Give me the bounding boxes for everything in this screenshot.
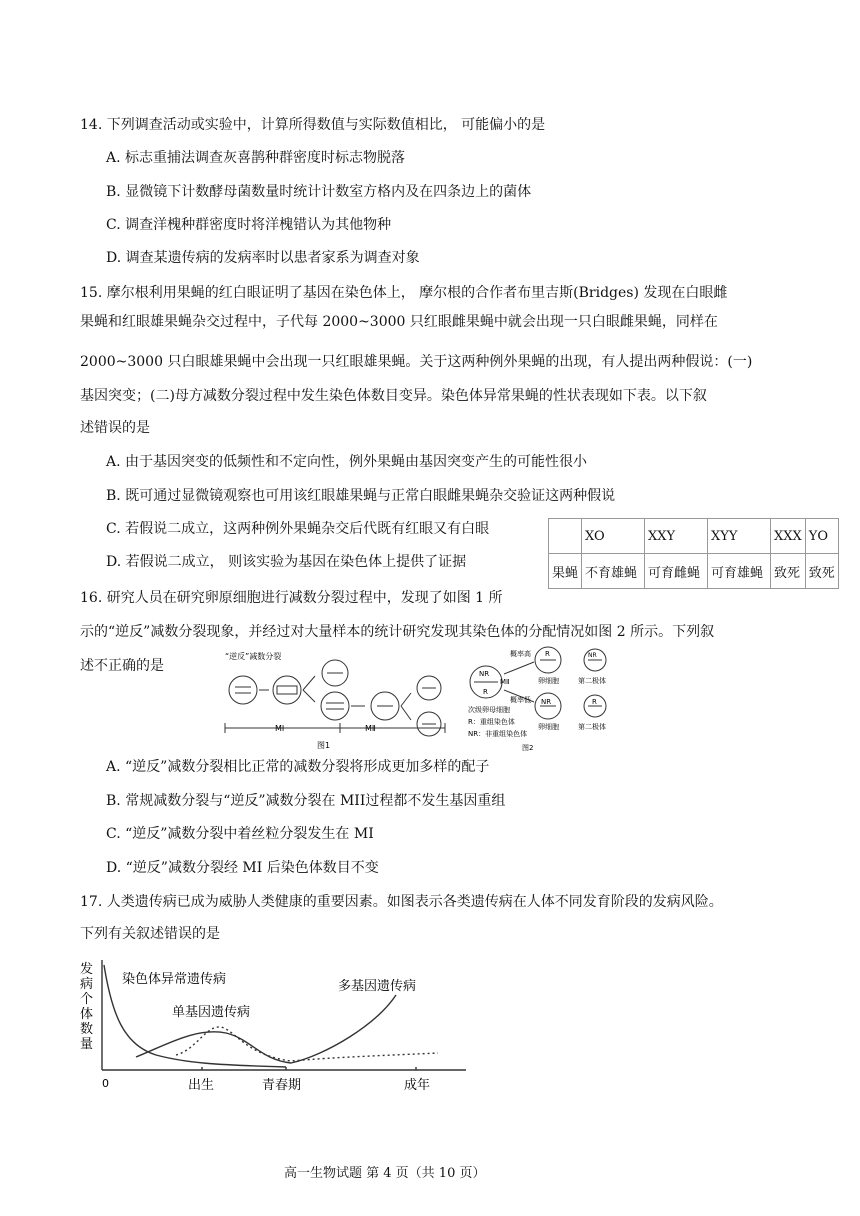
- page-footer: 高一生物试题 第 4 页（共 10 页）: [284, 1166, 486, 1181]
- q16-line1: 16. 研究人员在研究卵原细胞进行减数分裂过程中，发现了如图 1 所: [80, 590, 503, 606]
- table-cell: 可育雄蝇: [708, 554, 771, 589]
- x-tick-zero: 0: [102, 1077, 109, 1090]
- q16-option-d: D. “逆反”减数分裂经 MI 后染色体数目不变: [106, 860, 379, 876]
- fig2-polar-label-bottom: 第二极体: [578, 723, 606, 731]
- fig2-high-prob: 概率高: [510, 650, 531, 658]
- q15-option-d: D. 若假说二成立， 则该实验为基因在染色体上提供了证据: [106, 554, 467, 570]
- fig2-egg-nr: NR: [541, 698, 552, 706]
- table-cell: 致死: [805, 554, 838, 589]
- q15-line4: 基因突变；(二)母方减数分裂过程中发生染色体数目变异。染色体异常果蝇的性状表现如下表。以下叙: [80, 388, 707, 404]
- y-axis-label-1: 发: [80, 962, 94, 977]
- table-cell: XO: [582, 519, 645, 554]
- series-label-chromosome: 染色体异常遗传病: [122, 972, 227, 987]
- q14-option-a: A. 标志重捕法调查灰喜鹊种群密度时标志物脱落: [106, 150, 406, 166]
- fig1-m1-label: MⅠ: [275, 724, 285, 733]
- y-axis-label-2: 病: [80, 977, 94, 992]
- q15-line3: 2000~3000 只白眼雄果蝇中会出现一只红眼雄果蝇。关于这两种例外果蝇的出现，有人提出两种假说：(一): [80, 354, 753, 370]
- table-cell: XYY: [708, 519, 771, 554]
- table-cell: 致死: [771, 554, 806, 589]
- fig2-egg-label-bottom: 卵细胞: [538, 723, 559, 731]
- q15-line1: 15. 摩尔根利用果蝇的红白眼证明了基因在染色体上， 摩尔根的合作者布里吉斯(Bridges) 发现在白眼雌: [80, 285, 728, 301]
- y-axis-label-3: 个: [80, 992, 94, 1007]
- y-axis-label-6: 量: [80, 1037, 94, 1052]
- series-label-single-gene: 单基因遗传病: [172, 1005, 251, 1020]
- q15-option-a: A. 由于基因突变的低频性和不定向性，例外果蝇由基因突变产生的可能性很小: [106, 454, 588, 470]
- q16-line3: 述不正确的是: [80, 658, 164, 674]
- figure-2-diagram: [466, 644, 626, 754]
- table-cell: 果蝇: [549, 554, 582, 589]
- fig1-caption: 图1: [317, 741, 331, 750]
- cell-circle: [229, 676, 257, 704]
- karyotype-table: [548, 518, 839, 589]
- q15-option-b: B. 既可通过显微镜观察也可用该红眼雄果蝇与正常白眼雌果蝇杂交验证这两种假说: [106, 488, 616, 504]
- table-cell: [549, 519, 582, 554]
- fig2-m2-label: MⅡ: [500, 678, 510, 686]
- y-axis-label-5: 数: [80, 1022, 94, 1037]
- x-tick-adult: 成年: [404, 1078, 431, 1093]
- q15-option-c: C. 若假说二成立，这两种例外果蝇杂交后代既有红眼又有白眼: [106, 521, 490, 537]
- table-cell: YO: [805, 519, 838, 554]
- y-axis-label-4: 体: [80, 1007, 94, 1022]
- q16-option-c: C. “逆反”减数分裂中着丝粒分裂发生在 MI: [106, 826, 374, 842]
- series-label-multigene: 多基因遗传病: [338, 979, 417, 994]
- q14-stem: 14. 下列调查活动或实验中，计算所得数值与实际数值相比， 可能偏小的是: [80, 117, 546, 133]
- q14-option-d: D. 调查某遗传病的发病率时以患者家系为调查对象: [106, 250, 420, 266]
- q16-option-a: A. “逆反”减数分裂相比正常的减数分裂将形成更加多样的配子: [106, 759, 490, 775]
- q17-line1: 17. 人类遗传病已成为威胁人类健康的重要因素。如图表示各类遗传病在人体不同发育阶段的发病风险。: [80, 894, 723, 910]
- q14-option-b: B. 显微镜下计数酵母菌数量时统计计数室方格内及在四条边上的菌体: [106, 184, 532, 200]
- table-cell: XXY: [645, 519, 708, 554]
- q15-line5: 述错误的是: [80, 420, 150, 436]
- fig2-egg-r: R: [545, 650, 550, 658]
- fig2-polar-nr: NR: [588, 652, 597, 659]
- table-header-row: [549, 519, 839, 554]
- fig2-nr-label: NR: [479, 670, 490, 678]
- fig2-polar-r: R: [592, 698, 597, 706]
- fig2-polar-label-top: 第二极体: [578, 677, 606, 685]
- q14-option-c: C. 调查洋槐种群密度时将洋槐错认为其他物种: [106, 217, 392, 233]
- disease-risk-chart: [76, 955, 476, 1095]
- table-cell: XXX: [771, 519, 806, 554]
- table-row: [549, 554, 839, 589]
- x-tick-birth: 出生: [188, 1078, 215, 1093]
- fig2-r-label: R: [483, 688, 488, 696]
- fig2-legend-nr: NR：非重组染色体: [468, 730, 528, 738]
- fig2-low-prob: 概率低: [510, 696, 531, 704]
- figure-1-diagram: [205, 648, 457, 752]
- fig2-legend-r: R：重组染色体: [468, 718, 515, 726]
- q16-option-b: B. 常规减数分裂与“逆反”减数分裂在 MII过程都不发生基因重组: [106, 793, 506, 809]
- fig1-m2-label: MⅡ: [365, 724, 376, 733]
- x-tick-puberty: 青春期: [262, 1078, 302, 1093]
- fig2-cell-label: 次级卵母细胞: [468, 706, 510, 714]
- table-cell: 可育雌蝇: [645, 554, 708, 589]
- q17-line2: 下列有关叙述错误的是: [80, 926, 220, 942]
- table-cell: 不育雄蝇: [582, 554, 645, 589]
- q15-line2: 果蝇和红眼雄果蝇杂交过程中，子代每 2000~3000 只红眼雌果蝇中就会出现一只白眼雌果蝇，同样在: [80, 314, 718, 330]
- fig2-egg-label-top: 卵细胞: [538, 677, 559, 685]
- fig2-caption: 图2: [522, 744, 534, 752]
- cell-circle: [321, 692, 349, 720]
- q16-line2: 示的“逆反”减数分裂现象，并经过对大量样本的统计研究发现其染色体的分配情况如图 2 所示。下列叙: [80, 624, 715, 640]
- fig1-title: “逆反”减数分裂: [225, 652, 282, 661]
